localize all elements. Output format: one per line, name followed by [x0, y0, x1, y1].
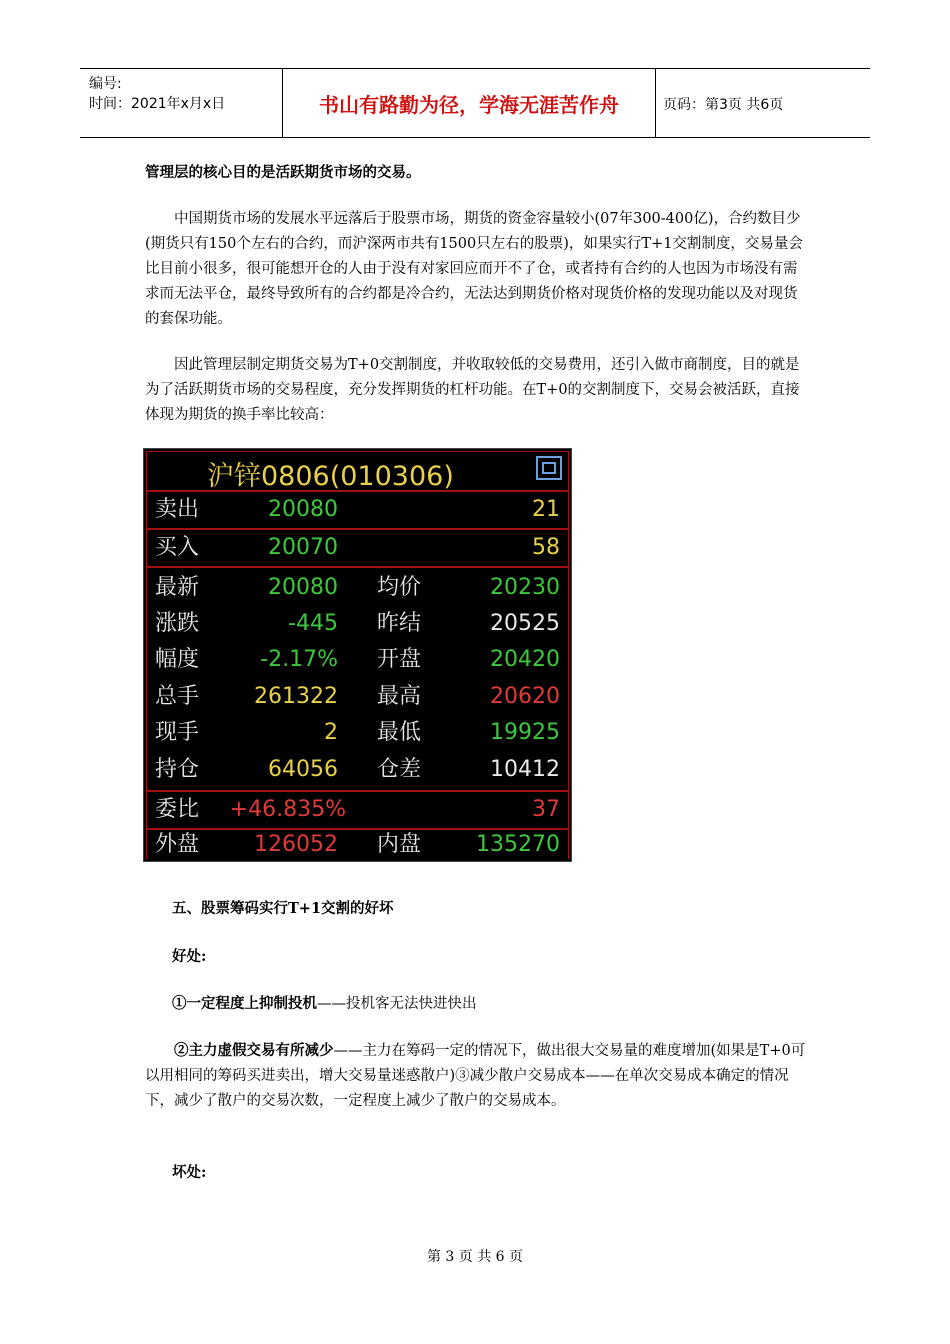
heading-section-five: 五、股票筹码实行T+1交割的好坏 [172, 900, 394, 917]
prev-settle-label: 昨结 [377, 611, 422, 636]
buy-volume: 58 [532, 535, 560, 560]
outer-label: 外盘 [155, 832, 200, 857]
change-label: 涨跌 [155, 611, 200, 636]
time-label: 时间：2021年x月x日 [89, 96, 226, 112]
ratio-label: 委比 [155, 797, 200, 822]
sell-label: 卖出 [155, 497, 200, 522]
quote-title: 沪锌0806(010306) [207, 461, 454, 492]
high-value: 20620 [490, 684, 560, 709]
window-restore-icon[interactable] [536, 456, 562, 480]
heading-core-purpose: 管理层的核心目的是活跃期货市场的交易。 [145, 164, 421, 181]
low-value: 19925 [490, 720, 560, 745]
item-two-title: ②主力虚假交易有所减少 [174, 1042, 334, 1059]
futures-quote-panel [143, 448, 572, 862]
open-label: 开盘 [377, 647, 422, 672]
latest-value: 20080 [268, 575, 338, 600]
latest-label: 最新 [155, 575, 200, 600]
current-label: 现手 [155, 720, 200, 745]
item-two-text: ——主力在筹码一定的情况下，做出很大交易量的难度增加(如果是T+0可以用相同的筹码买进卖出，增大交易量迷惑散户)③减少散户交易成本——在单次交易成本确定的情况下，减少了散户的交易次数，一定程度上减少了散户的交易成本。 [145, 1043, 806, 1109]
ratio-diff-value: 37 [532, 797, 560, 822]
quote-row-current [147, 715, 568, 751]
quote-row-total [147, 679, 568, 715]
oi-diff-value: 10412 [490, 757, 560, 782]
avg-value: 20230 [490, 575, 560, 600]
avg-label: 均价 [377, 575, 422, 600]
outer-value: 126052 [254, 832, 338, 857]
total-value: 261322 [254, 684, 338, 709]
percent-label: 幅度 [155, 647, 200, 672]
header-page-label: 页码：第3页 共6页 [663, 97, 784, 113]
bad-label: 坏处: [172, 1164, 207, 1181]
header-info-cell [80, 69, 283, 137]
quote-title-bar [146, 451, 569, 491]
quote-row-outer-inner [147, 827, 568, 863]
open-interest-value: 64056 [268, 757, 338, 782]
quote-row-sell [147, 492, 568, 528]
quote-row-latest [147, 570, 568, 606]
item-one-text: ——投机客无法快进快出 [317, 996, 477, 1012]
outer-inner-section [146, 829, 569, 859]
buy-price: 20070 [268, 535, 338, 560]
document-header [80, 68, 870, 138]
open-interest-label: 持仓 [155, 757, 200, 782]
item-two [145, 1038, 810, 1114]
quote-row-open-interest [147, 752, 568, 788]
quote-row-buy [147, 530, 568, 566]
item-one-title: ①一定程度上抑制投机 [172, 995, 317, 1012]
sell-price: 20080 [268, 497, 338, 522]
oi-diff-label: 仓差 [377, 757, 422, 782]
header-motto: 书山有路勤为径，学海无涯苦作舟 [283, 69, 656, 137]
paragraph-futures-market: 中国期货市场的发展水平远落后于股票市场，期货的资金容量较小(07年300-400亿)，合约数目少(期货只有150个左右的合约，而沪深两市共有1500只左右的股票)，如果实行T+1交割制度，交易量会比目前小很多，很可能想开仓的人由于没有对家回应而开不了仓，或者持有合约的人也因为市场没有需求而无法平仓，最终导致所有的合约都是冷合约，无法达到期货价格对现货价格的发现功能以及对现货的套保功能。 [145, 211, 803, 327]
percent-value: -2.17% [260, 647, 338, 672]
open-value: 20420 [490, 647, 560, 672]
item-one [172, 991, 837, 1017]
total-label: 总手 [155, 684, 200, 709]
high-label: 最高 [377, 684, 422, 709]
quote-row-percent [147, 642, 568, 678]
quote-row-ratio [147, 792, 568, 828]
inner-label: 内盘 [377, 832, 422, 857]
ratio-value: +46.835% [229, 797, 346, 822]
buy-label: 买入 [155, 535, 200, 560]
paragraph-t0-system: 因此管理层制定期货交易为T+0交割制度，并收取较低的交易费用，还引入做市商制度，目的就是为了活跃期货市场的交易程度，充分发挥期货的杠杆功能。在T+0的交割制度下，交易会被活跃，直接体现为期货的换手率比较高： [145, 357, 800, 423]
number-label: 编号: [89, 76, 122, 92]
inner-value: 135270 [476, 832, 560, 857]
quote-row-change [147, 606, 568, 642]
page-footer: 第 3 页 共 6 页 [426, 1249, 524, 1265]
sell-section [146, 491, 569, 529]
change-value: -445 [288, 611, 338, 636]
low-label: 最低 [377, 720, 422, 745]
good-label: 好处: [172, 948, 207, 965]
sell-volume: 21 [532, 497, 560, 522]
stats-section [146, 567, 569, 791]
buy-section [146, 529, 569, 567]
ratio-section [146, 791, 569, 829]
current-value: 2 [324, 720, 338, 745]
prev-settle-value: 20525 [490, 611, 560, 636]
